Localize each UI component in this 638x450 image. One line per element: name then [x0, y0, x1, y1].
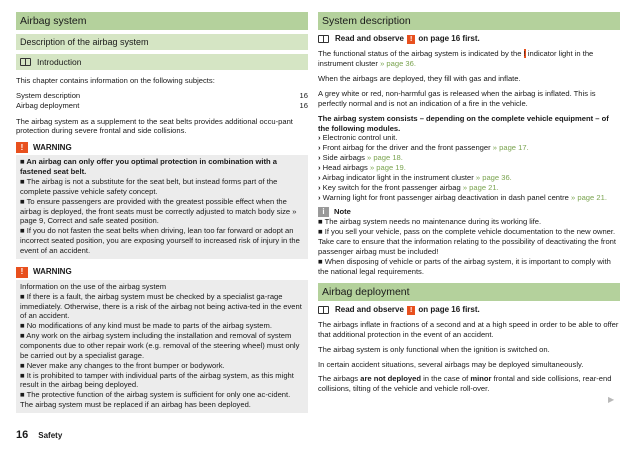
next-page-arrow-icon: ▶: [608, 395, 615, 404]
warning-item: ■ An airbag can only offer you optimal protection in combination with a fastened seat belt.: [20, 157, 278, 177]
warning-item: ■ The airbag is not a substitute for the seat belt, but instead forms part of the complete passive vehicle safety concept.: [20, 177, 278, 196]
body-text: The airbag system as a supplement to the seat belts provides additional occu-pant protection during severe frontal and side collisions.: [16, 116, 293, 136]
toc-row[interactable]: [16, 91, 308, 101]
warning-box: [16, 266, 308, 413]
note-item: ■ If you sell your vehicle, pass on the complete vehicle documentation to the new owner. Take care to ensure that the information relating to the possibility of deactivating the front passenger airbag must be included!: [318, 227, 617, 256]
page-link[interactable]: » page 18.: [367, 153, 403, 163]
subsection-title: Description of the airbag system: [16, 34, 308, 50]
paragraph: The airbags inflate in fractions of a second and at a high speed in order to be able to offer that additional protection in the event of an accident.: [318, 319, 619, 339]
toc-list: [16, 91, 308, 111]
paragraph: A grey white or red, non-harmful gas is released when the airbag is inflated. This is perfectly normal and is not an indication of a fire in the vehicle.: [318, 88, 596, 108]
note-item: ■ The airbag system needs no maintenance during its working life.: [318, 217, 542, 227]
toc-label: Airbag deployment: [16, 100, 80, 110]
list-item: › Front airbag for the driver and the front passenger » page 17.: [318, 143, 529, 153]
list-item: › Key switch for the front passenger airbag » page 21.: [318, 182, 499, 192]
warning-body: [16, 280, 308, 413]
toc-row[interactable]: [16, 101, 308, 111]
warning-icon: !: [16, 267, 28, 278]
book-icon: [318, 35, 329, 43]
note-box: [318, 207, 620, 276]
warning-icon: !: [407, 35, 415, 44]
airbag-indicator-icon: !: [523, 49, 526, 59]
warning-item: ■ It is prohibited to tamper with individual parts of the airbag system, as this might result in the airbag being deployed.: [20, 370, 294, 390]
info-icon: i: [318, 207, 329, 217]
warning-item: ■ Any work on the airbag system including the installation and removal of system components due to other repair work (e.g. removal of the steering wheel) must only be carried out by a specialist garage.: [20, 331, 300, 360]
page-link[interactable]: » page 21.: [571, 192, 607, 202]
left-column: [16, 12, 308, 420]
book-icon: [20, 58, 31, 66]
warning-item: ■ If there is a fault, the airbag system must be checked by a specialist ga-rage immediately. Otherwise, there is a risk of the airbag not being activa-ted in the event of an accident.: [20, 291, 302, 321]
page-link[interactable]: » page 36.: [475, 172, 512, 182]
list-item: › Head airbags » page 19.: [318, 162, 406, 172]
warning-icon: !: [16, 142, 28, 153]
section-title: System description: [318, 12, 620, 30]
warning-item: ■ If you do not fasten the seat belts when driving, lean too far forward or adopt an incorrect seated position, you are exposing yourself to increased risk of injury in the event of an accident.: [20, 226, 300, 256]
list-item: › Electronic control unit.: [318, 133, 398, 143]
read-observe: Read and observe ! on page 16 first.: [318, 34, 620, 44]
page-footer: [16, 428, 62, 442]
read-observe: Read and observe ! on page 16 first.: [318, 305, 620, 315]
page-link[interactable]: » page 21.: [462, 182, 499, 192]
warning-title: WARNING: [33, 267, 72, 277]
note-header: [318, 207, 620, 217]
paragraph: In certain accident situations, several airbags may be deployed simultaneously.: [318, 359, 584, 369]
modules-title: The airbag system consists – depending on the complete vehicle equipment – of the following modules.: [318, 113, 609, 133]
note-item: ■ When disposing of vehicle or parts of the airbag system, it is important to comply with the national legal requirements.: [318, 256, 611, 276]
warning-box: [16, 141, 308, 259]
paragraph: When the airbags are deployed, they fill with gas and inflate.: [318, 74, 521, 84]
page-number: 16: [16, 429, 29, 441]
warning-icon: !: [407, 306, 415, 315]
list-item: › Warning light for front passenger airbag deactivation in dash panel centre » page 21.: [318, 192, 607, 202]
warning-header: [16, 141, 308, 155]
introduction-bar: [16, 54, 308, 70]
book-icon: [318, 306, 329, 314]
warning-intro: Information on the use of the airbag system: [20, 281, 167, 291]
note-title: Note: [334, 207, 351, 217]
page-link[interactable]: » page 19.: [369, 162, 406, 172]
paragraph: The airbag system is only functional when the ignition is switched on.: [318, 344, 550, 354]
warning-item: ■ The protective function of the airbag system is sufficient for only one ac-cident. The airbag system must be replaced if an airbag has been deployed.: [20, 390, 291, 410]
intro-text: This chapter contains information on the following subjects:: [16, 76, 215, 85]
paragraph: The airbags are not deployed in the case of minor frontal and side collisions, rear-end collisions, tilting of the vehicle and vehicle roll-over.: [318, 374, 612, 394]
page-link[interactable]: » page 17.: [492, 143, 529, 153]
paragraph: The functional status of the airbag system is indicated by the ! indicator light in the instrument cluster » page 36.: [318, 49, 594, 69]
list-item: › Airbag indicator light in the instrument cluster » page 36.: [318, 172, 512, 182]
warning-header: [16, 266, 308, 280]
section-title: Airbag system: [16, 12, 308, 30]
warning-title: WARNING: [33, 142, 72, 152]
modules-list: [318, 114, 620, 203]
warning-item: ■ To ensure passengers are provided with the greatest possible effect when the airbag is deployed, the front seats must be correctly adjusted to match body size » page 9, Correct and safe seated position.: [20, 196, 297, 226]
introduction-label: Introduction: [37, 57, 82, 67]
warning-item: ■ Never make any changes to the front bumper or bodywork.: [20, 360, 225, 370]
toc-label: System description: [16, 90, 81, 100]
footer-section: Safety: [38, 431, 63, 440]
page-link[interactable]: » page 36.: [380, 59, 416, 69]
list-item: › Side airbags » page 18.: [318, 153, 403, 163]
section-title: Airbag deployment: [318, 283, 620, 301]
warning-body: [16, 155, 308, 259]
toc-page: 16: [299, 100, 308, 110]
right-column: [318, 12, 620, 399]
toc-page: 16: [299, 90, 308, 100]
warning-item: ■ No modifications of any kind must be made to parts of the airbag system.: [20, 321, 272, 331]
